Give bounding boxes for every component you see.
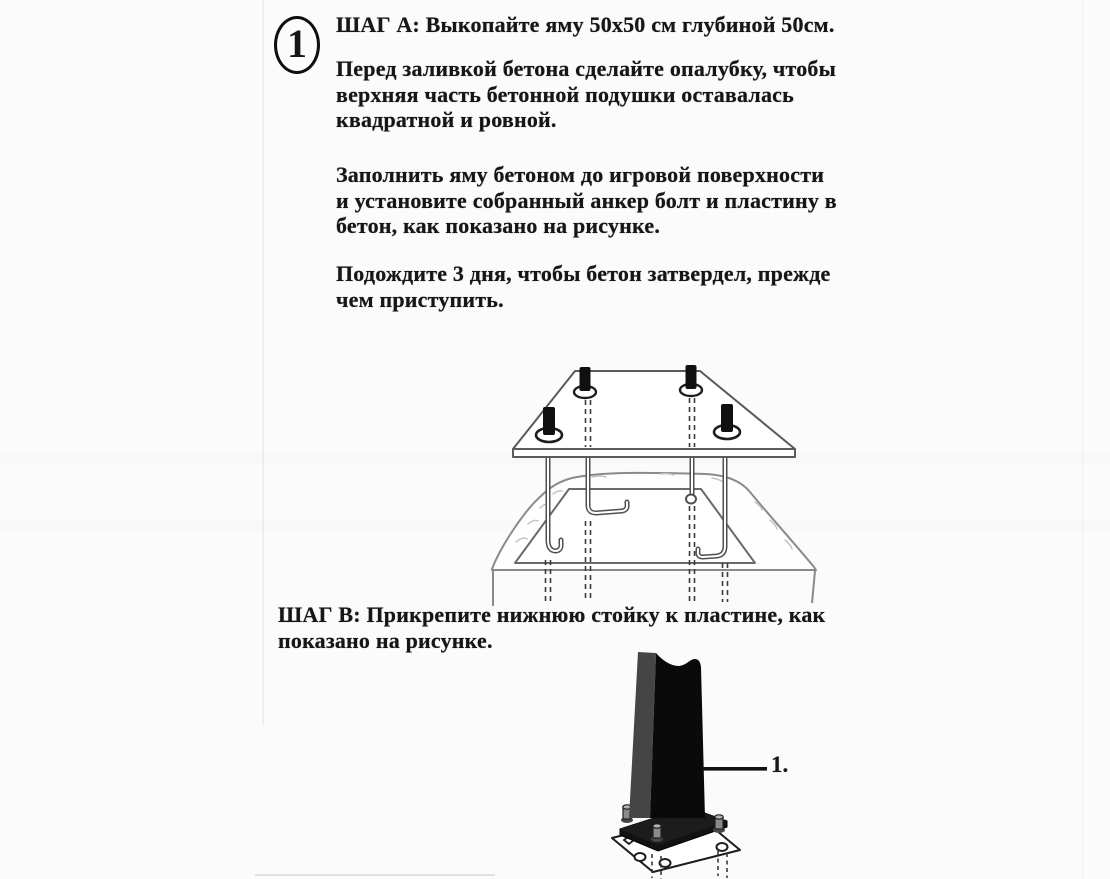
scan-artifact-vertical-line: [1082, 0, 1084, 879]
text-line: верхняя часть бетонной подушки оставалась: [336, 81, 794, 107]
pointer-line: [702, 767, 767, 771]
text-line: Заполнить яму бетоном до игровой поверхности: [336, 162, 825, 187]
anchor-plate-in-concrete-illustration: [468, 338, 853, 613]
text-line: бетон, как показано на рисунке.: [336, 213, 661, 238]
scan-artifact-vertical-line: [262, 0, 264, 725]
text-line: чем приступить.: [336, 286, 504, 312]
text-line: квадратной и ровной.: [336, 107, 557, 132]
step-number-badge: [274, 16, 320, 74]
step-a-paragraph-wait: [336, 261, 831, 312]
step-a-paragraph-formwork: [336, 56, 836, 133]
anchor-plate: [513, 371, 795, 457]
concrete-pad: [492, 473, 816, 606]
text-line: показано на рисунке.: [278, 627, 493, 653]
text-line: и установите собранный анкер болт и пластину в: [336, 187, 837, 213]
step-number: 1: [287, 21, 307, 66]
part-label: 1.: [771, 752, 789, 777]
text-line: ШАГ А: Выкопайте яму 50x50 см глубиной 50см.: [336, 12, 835, 37]
text-line: Перед заливкой бетона сделайте опалубку, чтобы: [336, 56, 837, 81]
step-a-heading: [336, 12, 835, 38]
text-line: Подождите 3 дня, чтобы бетон затвердел, прежде: [336, 261, 831, 286]
text-line: ШАГ В: Прикрепите нижнюю стойку к пластине, как: [278, 602, 826, 627]
scan-artifact-horizontal-line: [255, 874, 495, 876]
step-a-paragraph-fill: [336, 162, 837, 239]
anchor-bolt-hook-end: [686, 495, 696, 504]
post: [629, 652, 705, 818]
post-on-plate-illustration: [593, 628, 848, 879]
